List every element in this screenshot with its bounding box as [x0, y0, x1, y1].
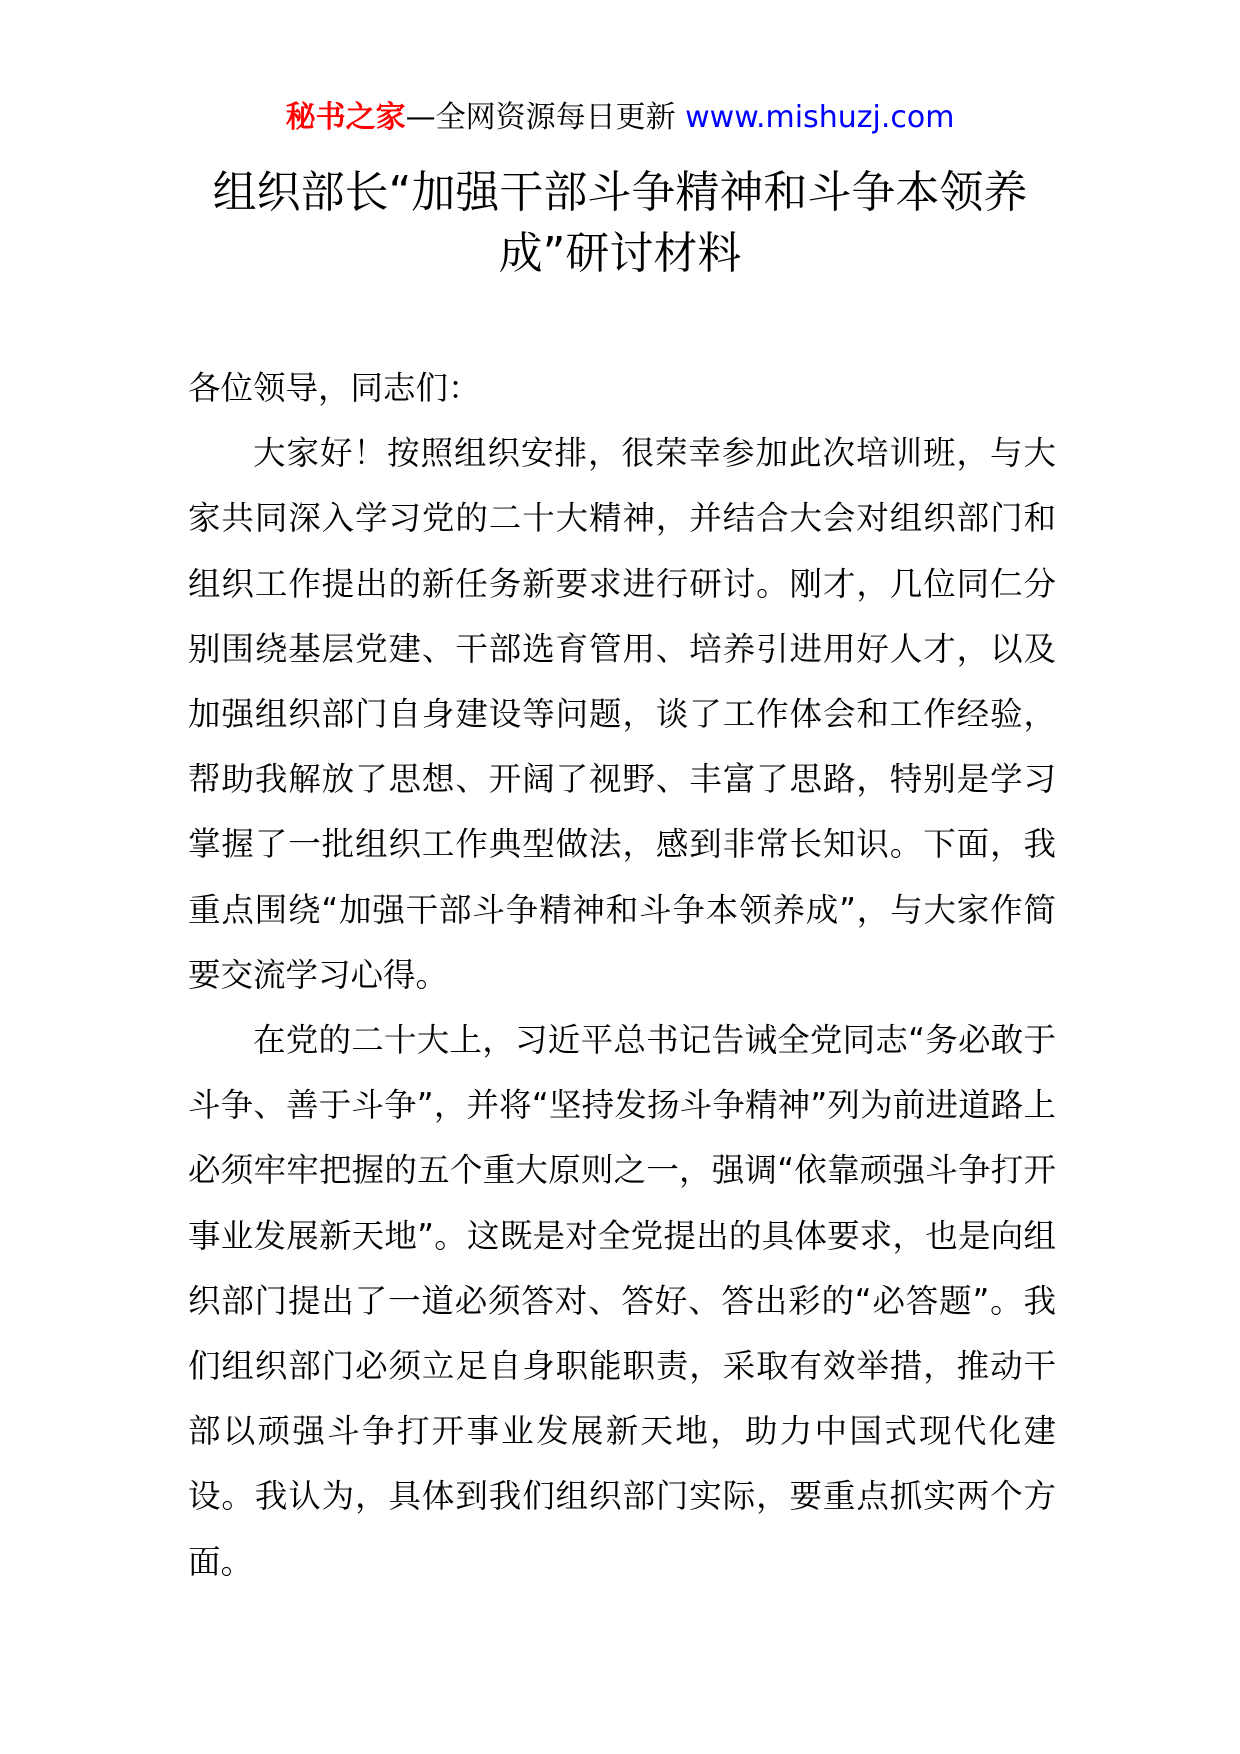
website-url: www.mishuzj.com	[685, 100, 955, 135]
document-body	[188, 356, 1056, 1595]
brand-name: 秘书之家	[285, 100, 406, 135]
salutation: 各位领导，同志们：	[188, 369, 481, 407]
document-title: 组织部长“加强干部斗争精神和斗争本领养成”研讨材料	[212, 167, 1028, 279]
paragraph-main: 在党的二十大上，习近平总书记告诫全党同志“务必敢于斗争、善于斗争”，并将“坚持发扬斗争精神”列为前进道路上必须牢牢把握的五个重大原则之一，强调“依靠顽强斗争打开事业发展新天地”。这既是对全党提出的具体要求，也是向组织部门提出了一道必须答对、答好、答出彩的“必答题”。我们组织部门必须立足自身职能职责，采取有效举措，推动干部以顽强斗争打开事业发展新天地，助力中国式现代化建设。我认为，具体到我们组织部门实际，要重点抓实两个方面。	[188, 1021, 1056, 1581]
header-tagline: —全网资源每日更新	[405, 100, 686, 135]
paragraph-intro: 大家好！按照组织安排，很荣幸参加此次培训班，与大家共同深入学习党的二十大精神，并结合大会对组织部门和组织工作提出的新任务新要求进行研讨。刚才，几位同仁分别围绕基层党建、干部选育管用、培养引进用好人才，以及加强组织部门自身建设等问题，谈了工作体会和工作经验，帮助我解放了思想、开阔了视野、丰富了思路，特别是学习掌握了一批组织工作典型做法，感到非常长知识。下面，我重点围绕“加强干部斗争精神和斗争本领养成”，与大家作简要交流学习心得。	[188, 434, 1056, 994]
page-header	[0, 98, 1240, 138]
